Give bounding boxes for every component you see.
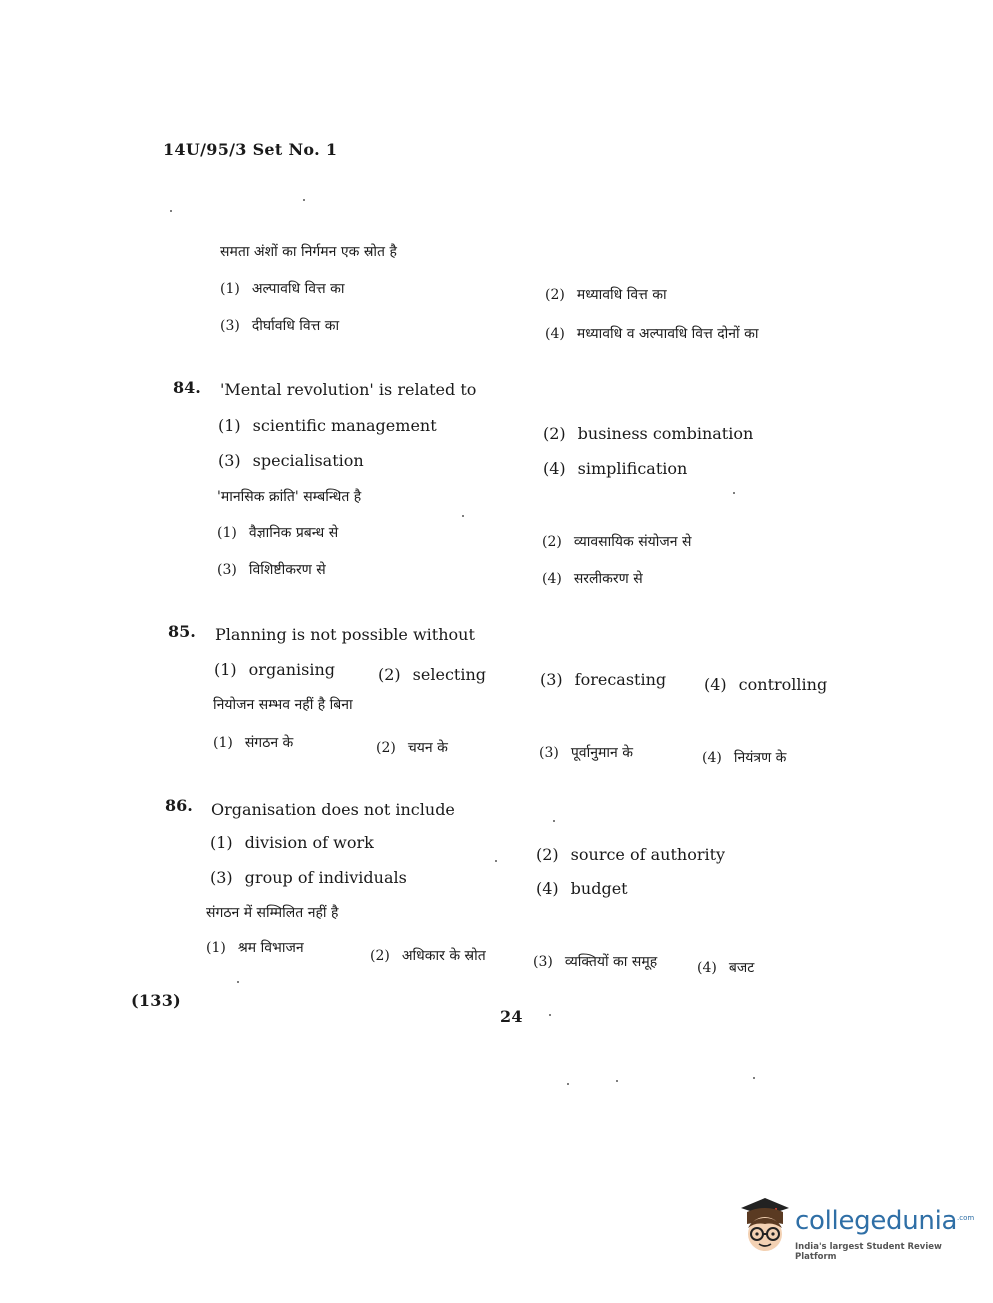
- q84-option-2: (2) business combination: [543, 424, 754, 443]
- student-mascot-icon: [735, 1194, 793, 1256]
- q85-hindi-option-1: (1) संगठन के: [213, 735, 294, 751]
- collegedunia-watermark: [735, 1192, 975, 1272]
- scan-speck: [733, 492, 735, 494]
- q86-hindi-option-3: (3) व्यक्तियों का समूह: [533, 954, 658, 970]
- scan-speck: [567, 1083, 569, 1085]
- scan-speck: [553, 820, 555, 822]
- scan-speck: [303, 199, 305, 201]
- q86-option-4: (4) budget: [536, 879, 628, 898]
- q85-option-4: (4) controlling: [704, 675, 828, 694]
- q85-number: 85.: [168, 622, 196, 641]
- q83-hindi-option-1: (1) अल्पावधि वित्त का: [220, 281, 345, 297]
- scan-speck: [237, 981, 239, 983]
- page-number: 24: [500, 1007, 523, 1026]
- q83-hindi-option-3: (3) दीर्घावधि वित्त का: [220, 318, 340, 334]
- q85-hindi-option-2: (2) चयन के: [376, 740, 448, 756]
- q86-option-2: (2) source of authority: [536, 845, 726, 864]
- q84-hindi-option-4: (4) सरलीकरण से: [542, 571, 643, 587]
- q85-hindi-option-3: (3) पूर्वानुमान के: [539, 745, 633, 761]
- q86-option-3: (3) group of individuals: [210, 868, 407, 887]
- q84-hindi-option-3: (3) विशिष्टीकरण से: [217, 562, 326, 578]
- scan-speck: [549, 1014, 551, 1016]
- footer-code: (133): [131, 991, 182, 1010]
- set-code: 14U/95/3 Set No. 1: [163, 140, 338, 159]
- q85-hindi-option-4: (4) नियंत्रण के: [702, 750, 787, 766]
- q85-stem: Planning is not possible without: [215, 625, 475, 644]
- q86-option-1: (1) division of work: [210, 833, 374, 852]
- q85-hindi-stem: नियोजन सम्भव नहीं है बिना: [213, 697, 353, 713]
- brand-tagline: India's largest Student Review Platform: [795, 1242, 942, 1262]
- scan-speck: [616, 1080, 618, 1082]
- q85-option-2: (2) selecting: [378, 665, 486, 684]
- q84-number: 84.: [173, 378, 201, 397]
- brand-suffix: .com: [957, 1214, 975, 1222]
- q86-hindi-option-4: (4) बजट: [697, 960, 755, 976]
- q84-hindi-option-1: (1) वैज्ञानिक प्रबन्ध से: [217, 525, 339, 541]
- q84-option-1: (1) scientific management: [218, 416, 437, 435]
- q85-option-1: (1) organising: [214, 660, 336, 679]
- q84-hindi-option-2: (2) व्यावसायिक संयोजन से: [542, 534, 692, 550]
- q84-stem: 'Mental revolution' is related to: [220, 380, 477, 399]
- q84-hindi-stem: 'मानसिक क्रांति' सम्बन्धित है: [217, 489, 362, 505]
- q84-option-4: (4) simplification: [543, 459, 688, 478]
- scan-speck: [462, 515, 464, 517]
- q83-hindi-option-2: (2) मध्यावधि वित्त का: [545, 287, 667, 303]
- q83-hindi-option-4: (4) मध्यावधि व अल्पावधि वित्त दोनों का: [545, 326, 759, 342]
- brand-name: collegedunia: [795, 1206, 958, 1236]
- q84-option-3: (3) specialisation: [218, 451, 364, 470]
- q85-option-3: (3) forecasting: [540, 670, 667, 689]
- q86-hindi-option-1: (1) श्रम विभाजन: [206, 940, 304, 956]
- scan-speck: [170, 210, 172, 212]
- q86-hindi-option-2: (2) अधिकार के स्रोत: [370, 948, 486, 964]
- q86-stem: Organisation does not include: [211, 800, 455, 819]
- q83-hindi-stem: समता अंशों का निर्गमन एक स्रोत है: [220, 244, 397, 260]
- scan-speck: [495, 860, 497, 862]
- q86-number: 86.: [165, 796, 193, 815]
- scan-speck: [753, 1077, 755, 1079]
- q86-hindi-stem: संगठन में सम्मिलित नहीं है: [206, 905, 339, 921]
